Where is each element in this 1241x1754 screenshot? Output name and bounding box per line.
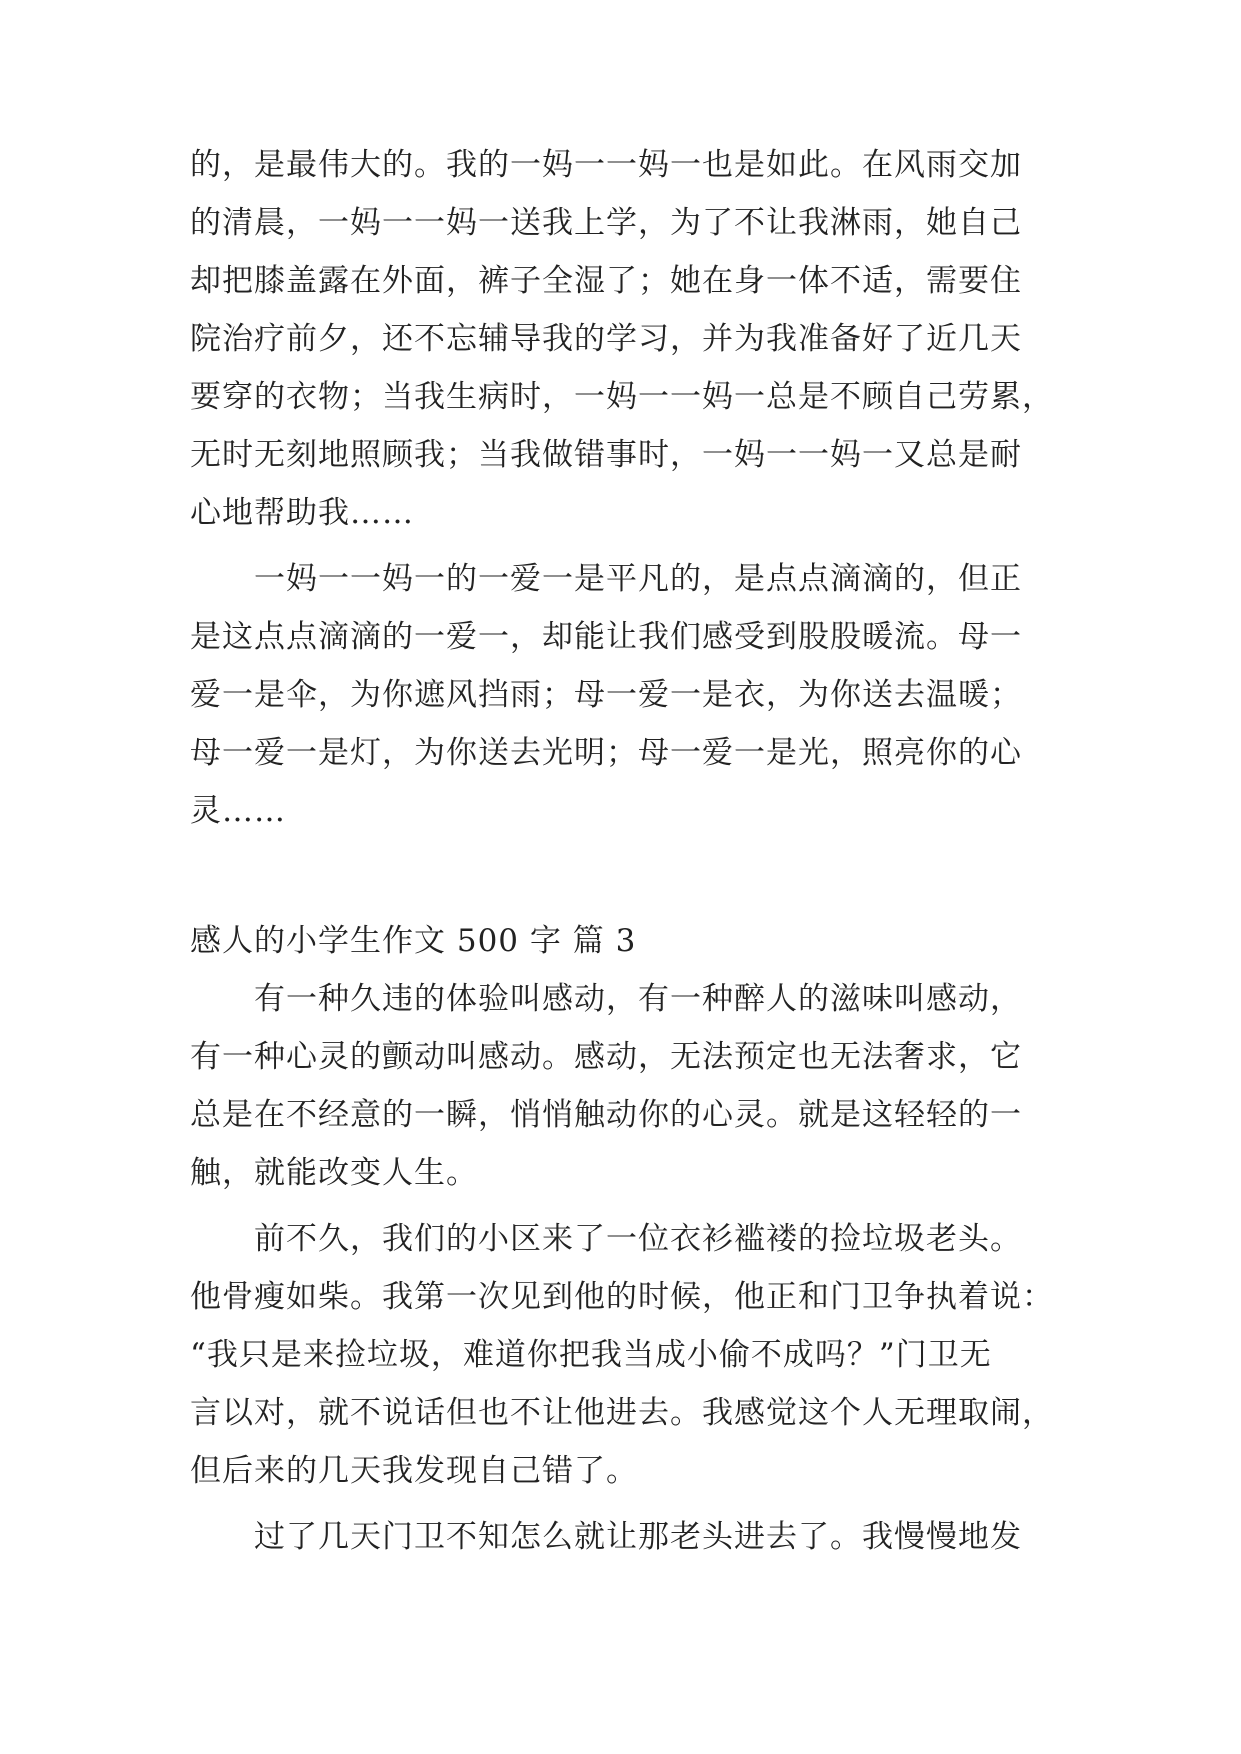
paragraph-line: 总是在不经意的一瞬，悄悄触动你的心灵。就是这轻轻的一 <box>190 1097 1022 1133</box>
paragraph-line: 有一种心灵的颤动叫感动。感动，无法预定也无法奢求，它 <box>190 1039 1022 1075</box>
paragraph-line: 爱一是伞，为你遮风挡雨；母一爱一是衣，为你送去温暖； <box>190 677 1022 713</box>
paragraph-line: 触，就能改变人生。 <box>190 1155 478 1191</box>
paragraph-line: 前不久，我们的小区来了一位衣衫褴褛的捡垃圾老头。 <box>190 1221 1022 1257</box>
paragraph-line: 他骨瘦如柴。我第一次见到他的时候，他正和门卫争执着说： <box>190 1279 1054 1315</box>
paragraph-line: 言以对，就不说话但也不让他进去。我感觉这个人无理取闹， <box>190 1395 1054 1431</box>
paragraph-line: 心地帮助我…… <box>190 495 414 531</box>
paragraph-line: 的，是最伟大的。我的一妈一一妈一也是如此。在风雨交加 <box>190 147 1022 183</box>
paragraph-line: 是这点点滴滴的一爱一，却能让我们感受到股股暖流。母一 <box>190 619 1022 655</box>
paragraph-line: 但后来的几天我发现自己错了。 <box>190 1453 638 1489</box>
paragraph-line: “我只是来捡垃圾，难道你把我当成小偷不成吗？”门卫无 <box>190 1337 992 1373</box>
paragraph-line: 院治疗前夕，还不忘辅导我的学习，并为我准备好了近几天 <box>190 321 1022 357</box>
section-heading: 感人的小学生作文 500 字 篇 3 <box>190 923 637 959</box>
paragraph-line: 过了几天门卫不知怎么就让那老头进去了。我慢慢地发 <box>190 1519 1022 1555</box>
paragraph-line: 母一爱一是灯，为你送去光明；母一爱一是光，照亮你的心 <box>190 735 1022 771</box>
paragraph-line: 一妈一一妈一的一爱一是平凡的，是点点滴滴的，但正 <box>190 561 1022 597</box>
paragraph-line: 有一种久违的体验叫感动，有一种醉人的滋味叫感动， <box>190 981 1022 1017</box>
paragraph-line: 无时无刻地照顾我；当我做错事时，一妈一一妈一又总是耐 <box>190 437 1022 473</box>
paragraph-line: 要穿的衣物；当我生病时，一妈一一妈一总是不顾自己劳累， <box>190 379 1054 415</box>
paragraph-line: 的清晨，一妈一一妈一送我上学，为了不让我淋雨，她自己 <box>190 205 1022 241</box>
paragraph-line: 灵…… <box>190 793 286 829</box>
paragraph-line: 却把膝盖露在外面，裤子全湿了；她在身一体不适，需要住 <box>190 263 1022 299</box>
